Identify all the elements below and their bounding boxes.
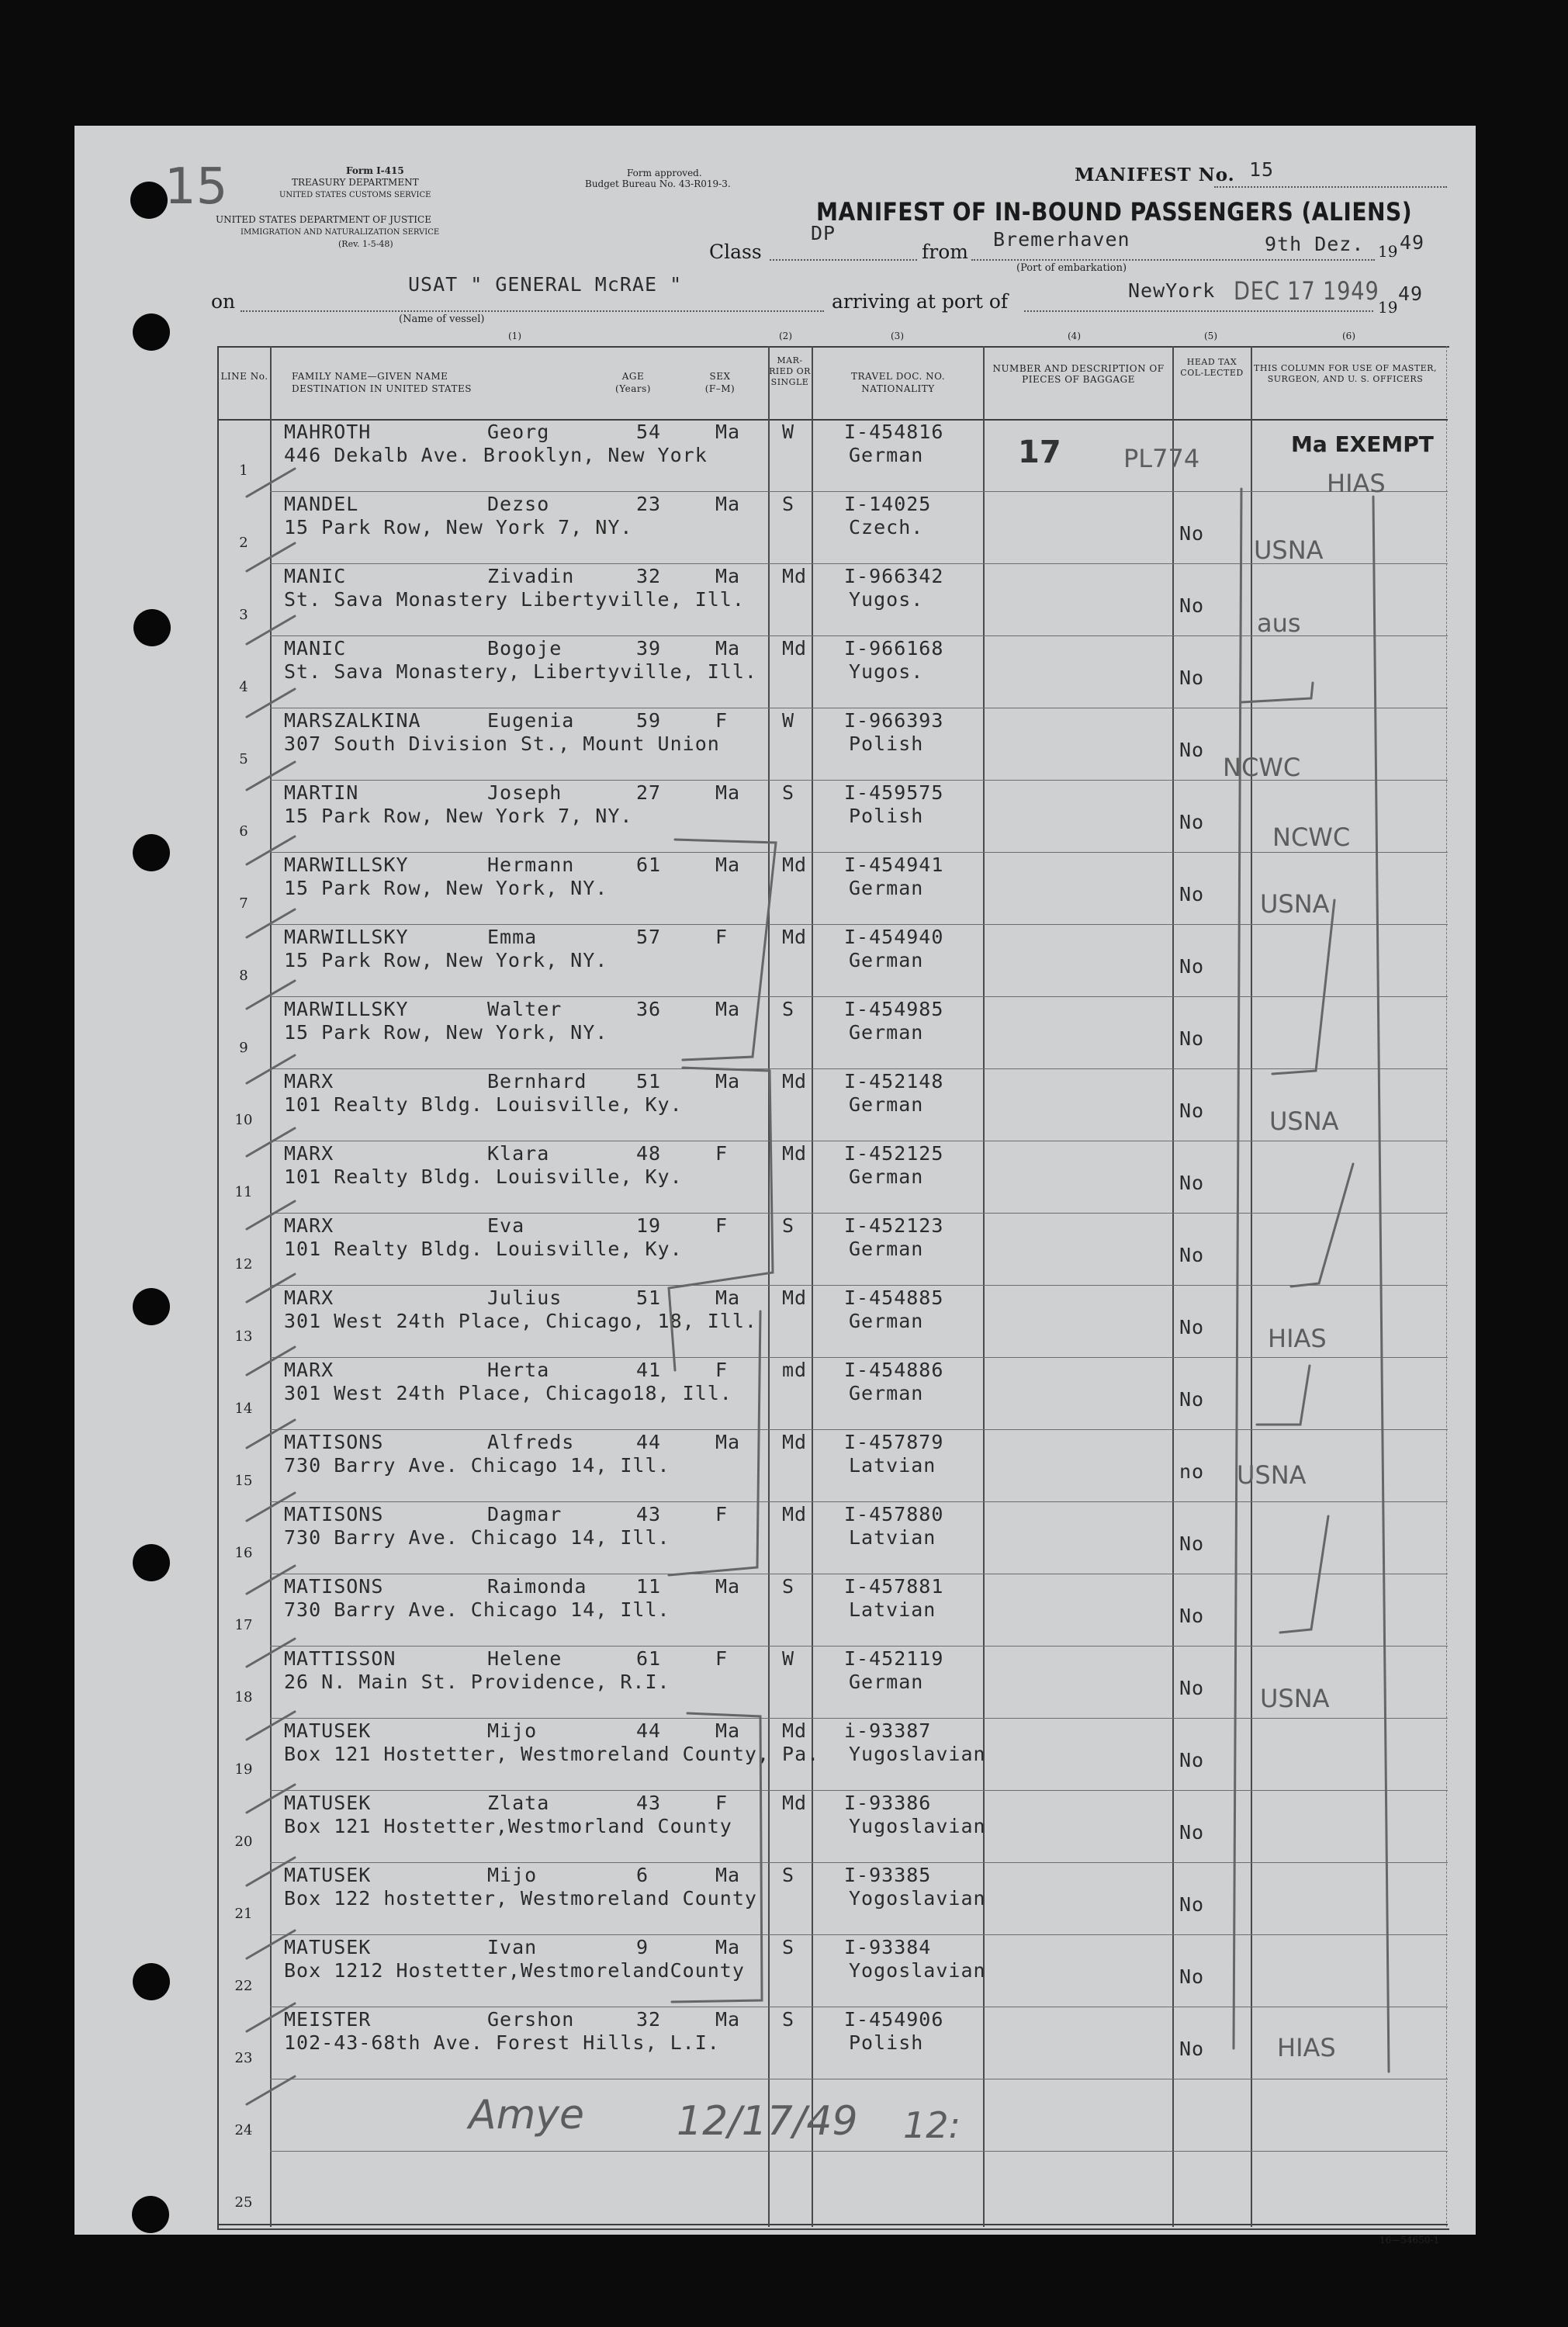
travel-doc-number: I-14025 [844, 493, 932, 515]
customs-service: UNITED STATES CUSTOMS SERVICE [279, 191, 431, 199]
passenger-destination: 15 Park Row, New York 7, NY. [284, 516, 633, 538]
passenger-surname: MATISONS [284, 1575, 384, 1598]
line-number: 8 [239, 968, 248, 984]
passenger-destination: 26 N. Main St. Providence, R.I. [284, 1671, 670, 1693]
head-tax: No [1179, 955, 1205, 978]
header-baggage: NUMBER AND DESCRIPTION OF PIECES OF BAGGAGE [992, 363, 1165, 385]
passenger-age: 51 [636, 1286, 662, 1309]
passenger-surname: MARTIN [284, 781, 359, 804]
agency-annotation: USNA [1260, 889, 1330, 919]
head-tax: No [1179, 594, 1205, 617]
nationality: German [849, 1310, 924, 1332]
marital-status: S [782, 1864, 795, 1886]
passenger-age: 39 [636, 637, 662, 660]
passenger-age: 27 [636, 781, 662, 804]
nationality: Yogoslavian [849, 1887, 986, 1910]
passenger-surname: MARX [284, 1286, 334, 1309]
arrival-port: NewYork [1128, 279, 1216, 302]
manifest-no-label: MANIFEST No. [1075, 164, 1235, 185]
corner-page-number: 15 [164, 158, 228, 216]
passenger-destination: 301 West 24th Place, Chicago, 18, Ill. [284, 1310, 757, 1332]
marital-status: Md [782, 565, 808, 587]
line-number: 14 [234, 1401, 253, 1417]
col-number-5: (5) [1204, 331, 1217, 341]
passenger-sex: Ma [715, 637, 741, 660]
line-number: 10 [234, 1112, 253, 1128]
passenger-sex: Ma [715, 1719, 741, 1742]
travel-doc-number: I-966342 [844, 565, 944, 587]
line-number: 21 [234, 1906, 253, 1922]
marital-status: S [782, 1936, 795, 1958]
travel-doc-number: I-454985 [844, 998, 944, 1020]
passenger-sex: F [715, 1214, 729, 1237]
agency-annotation: HIAS [1327, 469, 1386, 498]
passenger-given-name: Eugenia [487, 709, 575, 732]
col-number-6: (6) [1342, 331, 1355, 341]
passenger-age: 61 [636, 854, 662, 876]
passenger-surname: MAHROTH [284, 421, 372, 443]
passenger-given-name: Walter [487, 998, 562, 1020]
embark-caption: (Port of embarkation) [1016, 262, 1127, 274]
header-sex-codes: (F–M) [704, 383, 736, 394]
line-number: 5 [239, 751, 248, 767]
head-tax: No [1179, 1027, 1205, 1050]
passenger-destination: 446 Dekalb Ave. Brooklyn, New York [284, 444, 708, 466]
passenger-sex: Ma [715, 998, 741, 1020]
on-label: on [211, 290, 236, 313]
passenger-age: 36 [636, 998, 662, 1020]
officer-signature: Amye [469, 2092, 584, 2138]
nationality: Yugos. [849, 588, 924, 611]
passenger-age: 57 [636, 926, 662, 948]
agency-annotation: aus [1257, 608, 1301, 638]
passenger-given-name: Zivadin [487, 565, 575, 587]
nationality: Polish [849, 2031, 924, 2054]
form-footer-code: 16—54650-1 [1379, 2235, 1440, 2246]
header-sex: SEX [709, 371, 731, 382]
marital-status: S [782, 998, 795, 1020]
travel-doc-number: I-93386 [844, 1792, 932, 1814]
passenger-destination: 301 West 24th Place, Chicago18, Ill. [284, 1382, 732, 1404]
vessel-caption: (Name of vessel) [399, 313, 485, 325]
passenger-given-name: Ivan [487, 1936, 538, 1958]
treasury-dept: TREASURY DEPARTMENT [292, 177, 419, 188]
passenger-given-name: Gershon [487, 2008, 575, 2031]
passenger-age: 44 [636, 1431, 662, 1453]
passenger-age: 43 [636, 1503, 662, 1525]
head-tax: No [1179, 1821, 1205, 1844]
head-tax: No [1179, 1172, 1205, 1194]
passenger-sex: F [715, 1792, 729, 1814]
passenger-sex: Ma [715, 421, 741, 443]
header-nationality: NATIONALITY [861, 383, 935, 394]
header-travel-doc: TRAVEL DOC. NO. [850, 371, 946, 382]
passenger-sex: F [715, 1359, 729, 1381]
passenger-sex: F [715, 709, 729, 732]
nationality: German [849, 1093, 924, 1116]
head-tax: No [1179, 1605, 1205, 1627]
passenger-age: 48 [636, 1142, 662, 1165]
passenger-destination: St. Sava Monastery, Libertyville, Ill. [284, 660, 757, 683]
embark-date: 9th Dez. [1265, 233, 1365, 255]
passenger-sex: Ma [715, 2008, 741, 2031]
head-tax: No [1179, 1532, 1205, 1555]
line-number: 9 [239, 1040, 248, 1056]
marital-status: S [782, 2008, 795, 2031]
nationality: Latvian [849, 1598, 936, 1621]
passenger-destination: 102-43-68th Ave. Forest Hills, L.I. [284, 2031, 720, 2054]
nationality: Yogoslavian [849, 1959, 986, 1982]
passenger-destination: 101 Realty Bldg. Louisville, Ky. [284, 1093, 683, 1116]
passenger-destination: 15 Park Row, New York, NY. [284, 949, 608, 971]
marital-status: Md [782, 637, 808, 660]
line-number: 7 [239, 895, 248, 912]
passenger-surname: MATUSEK [284, 1792, 372, 1814]
travel-doc-number: I-452148 [844, 1070, 944, 1093]
travel-doc-number: I-966393 [844, 709, 944, 732]
head-tax: No [1179, 811, 1205, 833]
head-tax: No [1179, 522, 1205, 545]
agency-annotation: USNA [1260, 1684, 1330, 1713]
class-label: Class [709, 241, 762, 263]
passenger-age: 23 [636, 493, 662, 515]
col-number-1: (1) [508, 331, 521, 341]
form-number: Form I-415 [346, 165, 404, 176]
marital-status: Md [782, 1719, 808, 1742]
signature-time: 12: [903, 2104, 961, 2146]
passenger-destination: 730 Barry Ave. Chicago 14, Ill. [284, 1598, 670, 1621]
header-head-tax: HEAD TAX COL-LECTED [1180, 357, 1244, 378]
passenger-surname: MARWILLSKY [284, 926, 409, 948]
col-number-2: (2) [779, 331, 792, 341]
passenger-age: 19 [636, 1214, 662, 1237]
nationality: German [849, 1238, 924, 1260]
header-line-no: LINE No. [220, 371, 268, 382]
arriving-label: arriving at port of [832, 290, 1009, 313]
travel-doc-number: I-457881 [844, 1575, 944, 1598]
passenger-surname: MANDEL [284, 493, 359, 515]
signature-date: 12/17/49 [677, 2098, 858, 2145]
travel-doc-number: I-454906 [844, 2008, 944, 2031]
passenger-given-name: Dagmar [487, 1503, 562, 1525]
head-tax: No [1179, 739, 1205, 761]
passenger-sex: F [715, 926, 729, 948]
passenger-destination: Box 1212 Hostetter,WestmorelandCounty [284, 1959, 745, 1982]
line-number: 23 [234, 2050, 253, 2066]
passenger-surname: MARX [284, 1070, 334, 1093]
passenger-age: 32 [636, 2008, 662, 2031]
agency-annotation: USNA [1269, 1106, 1339, 1136]
passenger-given-name: Dezso [487, 493, 550, 515]
passenger-surname: MATUSEK [284, 1936, 372, 1958]
travel-doc-number: I-93384 [844, 1936, 932, 1958]
passenger-surname: MATUSEK [284, 1719, 372, 1742]
travel-doc-number: I-454816 [844, 421, 944, 443]
passenger-surname: MATUSEK [284, 1864, 372, 1886]
from-label: from [922, 241, 968, 263]
agency-annotation: NCWC [1223, 753, 1301, 782]
line-number: 24 [234, 2122, 253, 2138]
travel-doc-number: I-454885 [844, 1286, 944, 1309]
nationality: Yugoslavian [849, 1743, 986, 1765]
head-tax: No [1179, 883, 1205, 906]
manifest-no: 15 [1249, 158, 1275, 181]
passenger-sex: Ma [715, 1286, 741, 1309]
travel-doc-number: I-454941 [844, 854, 944, 876]
passenger-destination: Box 122 hostetter, Westmoreland County [284, 1887, 757, 1910]
travel-doc-number: I-457879 [844, 1431, 944, 1453]
marital-status: W [782, 1647, 795, 1670]
marital-status: W [782, 709, 795, 732]
passenger-surname: MARX [284, 1214, 334, 1237]
marital-status: Md [782, 926, 808, 948]
travel-doc-number: I-452125 [844, 1142, 944, 1165]
header-name: FAMILY NAME—GIVEN NAME [292, 371, 448, 382]
passenger-destination: 730 Barry Ave. Chicago 14, Ill. [284, 1526, 670, 1549]
justice-dept: UNITED STATES DEPARTMENT OF JUSTICE [216, 214, 431, 225]
nationality: Yugos. [849, 660, 924, 683]
header-age: AGE [621, 371, 645, 382]
marital-status: S [782, 1575, 795, 1598]
passenger-surname: MARWILLSKY [284, 998, 409, 1020]
passenger-age: 61 [636, 1647, 662, 1670]
nationality: German [849, 1382, 924, 1404]
passenger-sex: F [715, 1142, 729, 1165]
passenger-destination: 101 Realty Bldg. Louisville, Ky. [284, 1238, 683, 1260]
passenger-given-name: Eva [487, 1214, 525, 1237]
passenger-surname: MARX [284, 1359, 334, 1381]
passenger-given-name: Zlata [487, 1792, 550, 1814]
line-number: 22 [234, 1978, 253, 1994]
passenger-given-name: Herta [487, 1359, 550, 1381]
head-tax: No [1179, 1677, 1205, 1699]
agency-annotation: HIAS [1277, 2033, 1336, 2062]
nationality: German [849, 1165, 924, 1188]
passenger-given-name: Bogoje [487, 637, 562, 660]
passenger-given-name: Joseph [487, 781, 562, 804]
travel-doc-number: I-93385 [844, 1864, 932, 1886]
passenger-surname: MATISONS [284, 1431, 384, 1453]
agency-annotation: USNA [1237, 1460, 1307, 1490]
passenger-destination: 15 Park Row, New York, NY. [284, 1021, 608, 1044]
baggage-notation: PL774 [1123, 444, 1200, 473]
passenger-age: 6 [636, 1864, 649, 1886]
line-number: 4 [239, 679, 248, 695]
line-number: 19 [234, 1761, 253, 1778]
passenger-destination: 15 Park Row, New York 7, NY. [284, 805, 633, 827]
head-tax: No [1179, 1244, 1205, 1266]
head-tax: No [1179, 1893, 1205, 1916]
line-number: 25 [234, 2194, 253, 2211]
passenger-given-name: Mijo [487, 1719, 538, 1742]
passenger-surname: MEISTER [284, 2008, 372, 2031]
marital-status: Md [782, 1431, 808, 1453]
marital-status: S [782, 493, 795, 515]
marital-status: Md [782, 1792, 808, 1814]
passenger-given-name: Bernhard [487, 1070, 587, 1093]
passenger-given-name: Georg [487, 421, 550, 443]
nationality: German [849, 949, 924, 971]
form-revision: (Rev. 1-5-48) [338, 239, 393, 249]
passenger-surname: MATISONS [284, 1503, 384, 1525]
line-number: 13 [234, 1328, 253, 1345]
passenger-sex: Ma [715, 1936, 741, 1958]
nationality: German [849, 877, 924, 899]
passenger-destination: 15 Park Row, New York, NY. [284, 877, 608, 899]
head-tax: No [1179, 1965, 1205, 1988]
line-number: 2 [239, 535, 248, 551]
header-officer-use: THIS COLUMN FOR USE OF MASTER, SURGEON, AND U. S. OFFICERS [1254, 363, 1437, 384]
head-tax: No [1179, 1749, 1205, 1771]
line-number: 12 [234, 1256, 253, 1273]
line-number: 1 [239, 462, 248, 479]
manifest-title: MANIFEST OF IN-BOUND PASSENGERS (ALIENS) [816, 197, 1413, 227]
nationality: Latvian [849, 1526, 936, 1549]
passenger-age: 51 [636, 1070, 662, 1093]
marital-status: md [782, 1359, 808, 1381]
passenger-destination: Box 121 Hostetter, Westmoreland County, Pa. [284, 1743, 820, 1765]
passenger-sex: Ma [715, 565, 741, 587]
budget-bureau: Budget Bureau No. 43-R019-3. [585, 178, 731, 189]
agency-annotation: NCWC [1272, 822, 1351, 852]
passenger-surname: MARSZALKINA [284, 709, 421, 732]
passenger-sex: Ma [715, 493, 741, 515]
head-tax: No [1179, 2038, 1205, 2060]
baggage-count: 17 [1018, 435, 1061, 470]
marital-status: S [782, 1214, 795, 1237]
col-number-4: (4) [1068, 331, 1081, 341]
passenger-age: 54 [636, 421, 662, 443]
passenger-age: 43 [636, 1792, 662, 1814]
passenger-surname: MATTISSON [284, 1647, 396, 1670]
passenger-destination: 307 South Division St., Mount Union [284, 732, 720, 755]
head-tax: No [1179, 667, 1205, 689]
passenger-given-name: Raimonda [487, 1575, 587, 1598]
nationality: Polish [849, 732, 924, 755]
form-approved: Form approved. [627, 168, 702, 178]
passenger-age: 59 [636, 709, 662, 732]
line-number: 11 [234, 1184, 253, 1200]
line-number: 20 [234, 1834, 253, 1850]
travel-doc-number: I-459575 [844, 781, 944, 804]
travel-doc-number: i-93387 [844, 1719, 932, 1742]
marital-status: Md [782, 1503, 808, 1525]
nationality: Yugoslavian [849, 1815, 986, 1837]
year-prefix-1: 19 [1378, 242, 1398, 261]
travel-doc-number: I-452123 [844, 1214, 944, 1237]
passenger-surname: MANIC [284, 565, 347, 587]
line-number: 3 [239, 607, 248, 623]
class-value: DP [811, 222, 836, 244]
passenger-age: 32 [636, 565, 662, 587]
vessel-name: USAT " GENERAL McRAE " [408, 273, 683, 296]
passenger-sex: F [715, 1503, 729, 1525]
header-age-unit: (Years) [615, 383, 651, 394]
ins-service: IMMIGRATION AND NATURALIZATION SERVICE [241, 228, 440, 237]
passenger-age: 41 [636, 1359, 662, 1381]
port-embarkation: Bremerhaven [993, 228, 1130, 251]
passenger-destination: Box 121 Hostetter,Westmorland County [284, 1815, 732, 1837]
passenger-sex: Ma [715, 781, 741, 804]
head-tax: No [1179, 1099, 1205, 1122]
passenger-given-name: Alfreds [487, 1431, 575, 1453]
passenger-sex: F [715, 1647, 729, 1670]
passenger-surname: MARX [284, 1142, 334, 1165]
passenger-destination: 730 Barry Ave. Chicago 14, Ill. [284, 1454, 670, 1477]
year-1: 49 [1400, 231, 1425, 254]
travel-doc-number: I-457880 [844, 1503, 944, 1525]
nationality: German [849, 1671, 924, 1693]
passenger-sex: Ma [715, 854, 741, 876]
marital-status: W [782, 421, 795, 443]
passenger-given-name: Klara [487, 1142, 550, 1165]
passenger-age: 11 [636, 1575, 662, 1598]
passenger-age: 44 [636, 1719, 662, 1742]
nationality: German [849, 1021, 924, 1044]
nationality: German [849, 444, 924, 466]
header-destination: DESTINATION IN UNITED STATES [292, 383, 472, 394]
marital-status: Md [782, 1142, 808, 1165]
head-tax: No [1179, 1388, 1205, 1411]
passenger-sex: Ma [715, 1575, 741, 1598]
agency-annotation: HIAS [1268, 1324, 1327, 1353]
passenger-given-name: Julius [487, 1286, 562, 1309]
passenger-sex: Ma [715, 1070, 741, 1093]
header-married: MAR-RIED OR SINGLE [769, 355, 811, 387]
travel-doc-number: I-966168 [844, 637, 944, 660]
passenger-surname: MARWILLSKY [284, 854, 409, 876]
marital-status: Md [782, 854, 808, 876]
passenger-destination: St. Sava Monastery Libertyville, Ill. [284, 588, 745, 611]
passenger-sex: Ma [715, 1431, 741, 1453]
marital-status: S [782, 781, 795, 804]
agency-annotation: USNA [1254, 535, 1324, 565]
marital-status: Md [782, 1070, 808, 1093]
line-number: 6 [239, 823, 248, 840]
col-number-3: (3) [891, 331, 904, 341]
nationality: Polish [849, 805, 924, 827]
year-2: 49 [1398, 282, 1424, 305]
passenger-given-name: Mijo [487, 1864, 538, 1886]
arrival-date-stamp: DEC 17 1949 [1234, 276, 1379, 306]
head-tax: no [1179, 1460, 1205, 1483]
passenger-given-name: Emma [487, 926, 538, 948]
line-number: 17 [234, 1617, 253, 1633]
passenger-age: 9 [636, 1936, 649, 1958]
line-number: 18 [234, 1689, 253, 1705]
year-prefix-2: 19 [1378, 298, 1398, 317]
travel-doc-number: I-454886 [844, 1359, 944, 1381]
nationality: Latvian [849, 1454, 936, 1477]
travel-doc-number: I-454940 [844, 926, 944, 948]
marital-status: Md [782, 1286, 808, 1309]
passenger-given-name: Helene [487, 1647, 562, 1670]
passenger-sex: Ma [715, 1864, 741, 1886]
exempt-stamp: Ma EXEMPT [1291, 431, 1434, 457]
travel-doc-number: I-452119 [844, 1647, 944, 1670]
line-number: 15 [234, 1473, 253, 1489]
passenger-destination: 101 Realty Bldg. Louisville, Ky. [284, 1165, 683, 1188]
head-tax: No [1179, 1316, 1205, 1338]
nationality: Czech. [849, 516, 924, 538]
line-number: 16 [234, 1545, 253, 1561]
passenger-given-name: Hermann [487, 854, 575, 876]
passenger-surname: MANIC [284, 637, 347, 660]
